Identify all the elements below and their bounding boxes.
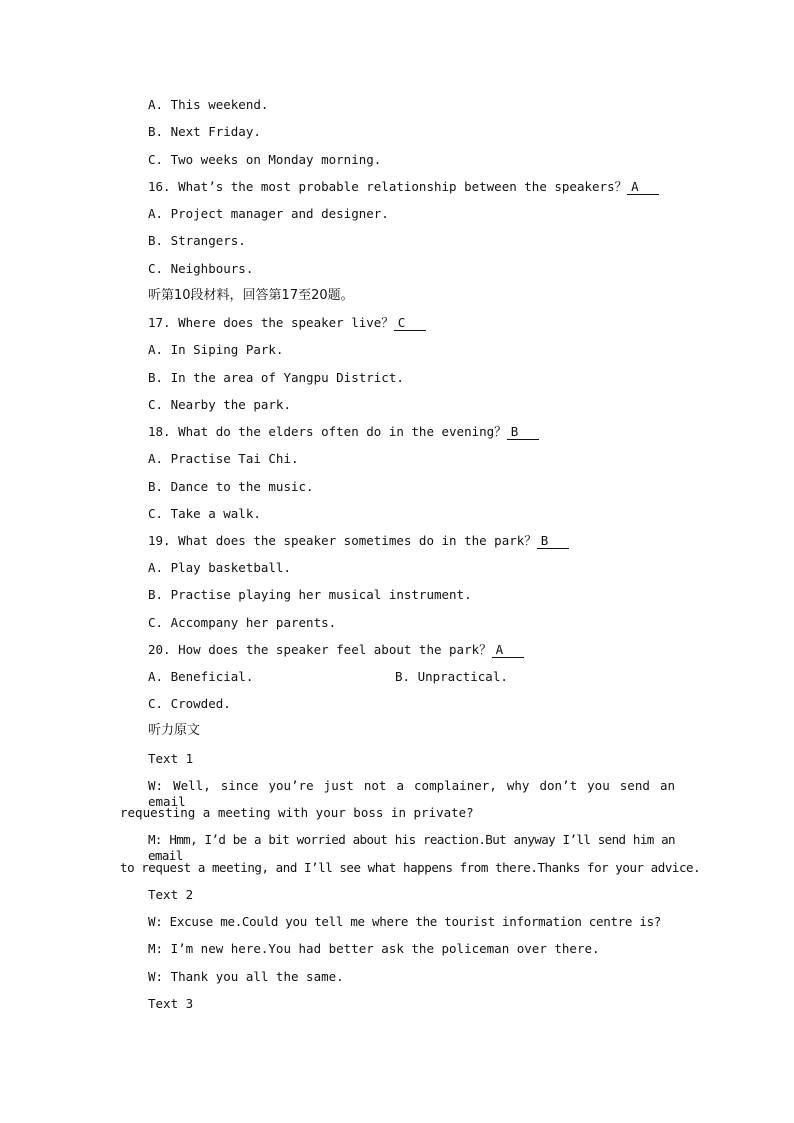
dialogue-line: W: Excuse me.Could you tell me where the tourist information centre is? — [148, 914, 662, 929]
option-b: B. In the area of Yangpu District. — [148, 370, 404, 385]
option-b: B. Dance to the music. — [148, 479, 314, 494]
option-b: B. Strangers. — [148, 233, 246, 248]
answer-blank: A — [492, 643, 524, 658]
option-a: A. Practise Tai Chi. — [148, 451, 299, 466]
option-b: B. Next Friday. — [148, 124, 261, 139]
dialogue-line: M: Hmm, I’d be a bit worried about his reaction.But anyway I’ll send him an email — [148, 832, 675, 863]
question-text: 16. What’s the most probable relationship between the speakers？ A — [148, 179, 659, 195]
option-a: A. Play basketball. — [148, 560, 291, 575]
text-title: Text 2 — [148, 887, 194, 902]
question-text: 17. Where does the speaker live？ C — [148, 315, 426, 331]
text-title: Text 1 — [148, 751, 194, 766]
dialogue-line: W: Well, since you’re just not a complainer, why don’t you send an email — [148, 778, 675, 809]
answer-blank: C — [394, 316, 426, 331]
option-a: A. Project manager and designer. — [148, 206, 389, 221]
option-a: A. Beneficial. — [148, 669, 254, 684]
text-title: Text 3 — [148, 996, 194, 1011]
option-c: C. Two weeks on Monday morning. — [148, 152, 382, 167]
answer-blank: B — [537, 534, 569, 549]
answer-blank: B — [507, 425, 539, 440]
option-c: C. Take a walk. — [148, 506, 261, 521]
transcript-header: 听力原文 — [148, 723, 201, 738]
option-c: C. Nearby the park. — [148, 397, 291, 412]
section-header: 听第10段材料，回答第17至20题。 — [148, 288, 354, 303]
question-text: 18. What do the elders often do in the evening？ B — [148, 424, 539, 440]
dialogue-line: W: Thank you all the same. — [148, 969, 344, 984]
option-c: C. Accompany her parents. — [148, 615, 337, 630]
option-a: A. This weekend. — [148, 97, 269, 112]
option-c: C. Crowded. — [148, 696, 231, 711]
option-b: B. Practise playing her musical instrument. — [148, 587, 472, 602]
question-text: 19. What does the speaker sometimes do in the park？ B — [148, 533, 569, 549]
dialogue-line: M: I’m new here.You had better ask the policeman over there. — [148, 941, 600, 956]
dialogue-line-continued: requesting a meeting with your boss in private? — [120, 805, 474, 820]
option-b: B. Unpractical. — [395, 669, 508, 684]
answer-blank: A — [627, 180, 659, 195]
question-text: 20. How does the speaker feel about the park？ A — [148, 642, 524, 658]
dialogue-line-continued: to request a meeting, and I’ll see what happens from there.Thanks for your advice. — [120, 860, 701, 875]
option-a: A. In Siping Park. — [148, 342, 284, 357]
option-c: C. Neighbours. — [148, 261, 254, 276]
